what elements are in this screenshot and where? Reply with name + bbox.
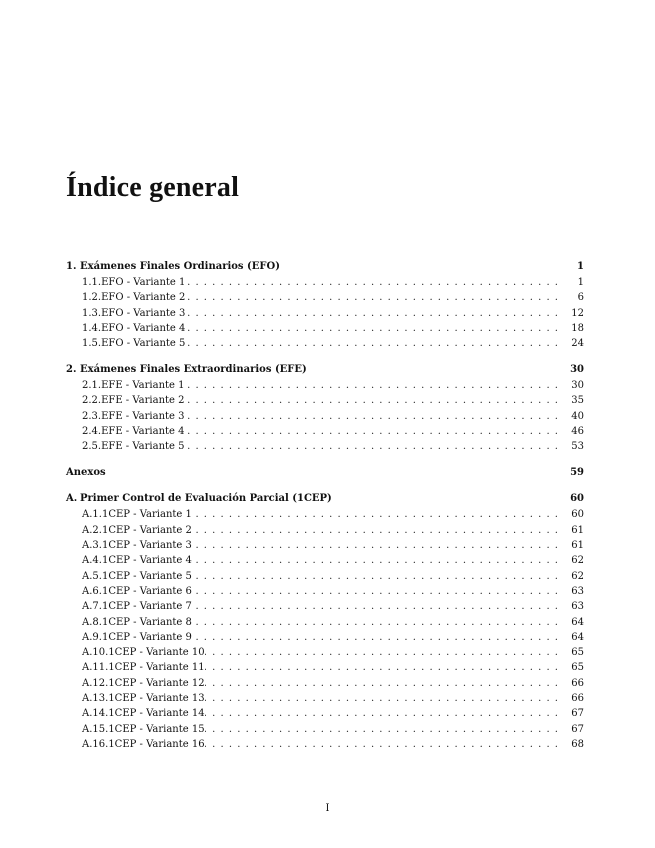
dot-leader xyxy=(185,336,562,351)
entry-page-number: 65 xyxy=(571,647,584,659)
dot-leader xyxy=(185,378,563,393)
dot-leader xyxy=(185,424,563,439)
toc-entry[interactable] xyxy=(66,321,584,336)
entry-page-number: 63 xyxy=(571,601,584,613)
entry-title: EFE - Variante 4 xyxy=(101,425,185,437)
toc-entry[interactable] xyxy=(66,439,584,454)
chapter-number: 2. xyxy=(66,363,77,375)
entry-page-number: 64 xyxy=(571,631,584,643)
entry-number: A.3. xyxy=(82,540,102,552)
entry-title: EFO - Variante 3 xyxy=(101,307,186,319)
dot-leader xyxy=(192,599,562,614)
entry-number: 2.4. xyxy=(82,425,102,437)
toc-entry[interactable] xyxy=(66,584,584,599)
entry-title: 1CEP - Variante 7 xyxy=(101,601,192,613)
entry-title: 1CEP - Variante 10 xyxy=(108,647,205,659)
entry-number: A.12. xyxy=(82,677,109,689)
entry-title: 1CEP - Variante 14 xyxy=(108,708,205,720)
toc-entry[interactable] xyxy=(66,569,584,584)
section-gap xyxy=(66,351,584,362)
toc-entry[interactable] xyxy=(66,393,584,408)
entry-title: EFO - Variante 4 xyxy=(101,322,186,334)
entry-number: A.15. xyxy=(82,723,109,735)
toc-entry[interactable] xyxy=(66,409,584,424)
toc-entry[interactable] xyxy=(66,336,584,351)
entry-number: 1.4. xyxy=(82,322,102,334)
entry-page-number: 67 xyxy=(571,708,584,720)
dot-leader xyxy=(205,645,562,660)
entry-title: EFE - Variante 3 xyxy=(101,410,185,422)
entry-number: A.8. xyxy=(82,616,102,628)
entry-number: A.7. xyxy=(82,601,102,613)
entry-number: 1.3. xyxy=(82,307,102,319)
entry-page-number: 60 xyxy=(571,509,584,521)
chapter-number: A. xyxy=(66,493,78,505)
entry-number: A.5. xyxy=(82,570,102,582)
entry-title: EFO - Variante 1 xyxy=(101,277,186,288)
entry-page-number: 53 xyxy=(571,441,584,453)
dot-leader xyxy=(185,409,563,424)
entry-title: EFO - Variante 2 xyxy=(101,292,186,304)
toc-entry[interactable] xyxy=(66,523,584,538)
toc-chapter-a[interactable] xyxy=(66,491,584,507)
chapter-title: Exámenes Finales Extraordinarios (EFE) xyxy=(80,363,307,375)
entry-page-number: 63 xyxy=(571,585,584,597)
toc-entry[interactable] xyxy=(66,306,584,321)
dot-leader xyxy=(192,553,562,568)
toc-entry[interactable] xyxy=(66,676,584,691)
entry-page-number: 61 xyxy=(571,540,584,552)
dot-leader xyxy=(205,722,562,737)
entry-title: 1CEP - Variante 13 xyxy=(108,693,205,705)
dot-leader xyxy=(192,523,562,538)
entry-number: 2.3. xyxy=(82,410,102,422)
entry-number: A.13. xyxy=(82,693,109,705)
entry-number: A.4. xyxy=(82,555,102,567)
entry-title: 1CEP - Variante 11 xyxy=(108,662,205,674)
entry-title: 1CEP - Variante 1 xyxy=(101,509,192,521)
chapter-page-number: 60 xyxy=(570,493,584,505)
entry-page-number: 66 xyxy=(571,693,584,705)
entry-number: A.11. xyxy=(82,662,109,674)
toc-entry[interactable] xyxy=(66,553,584,568)
entry-title: 1CEP - Variante 3 xyxy=(101,540,192,552)
dot-leader xyxy=(192,584,562,599)
dot-leader xyxy=(205,691,562,706)
dot-leader xyxy=(205,660,562,675)
dot-leader xyxy=(185,393,563,408)
section-gap xyxy=(66,481,584,492)
entry-title: 1CEP - Variante 5 xyxy=(101,570,192,582)
dot-leader xyxy=(185,275,562,290)
entry-page-number: 18 xyxy=(571,322,584,334)
toc-entry[interactable] xyxy=(66,538,584,553)
toc-chapter-1[interactable] xyxy=(66,259,584,275)
entry-page-number: 35 xyxy=(571,395,584,407)
entry-number: 2.2. xyxy=(82,395,102,407)
dot-leader xyxy=(185,321,562,336)
chapter-title: Anexos xyxy=(66,466,106,478)
entry-number: A.16. xyxy=(82,738,109,750)
chapter-page-number: 30 xyxy=(570,363,584,375)
toc-entry[interactable] xyxy=(66,645,584,660)
dot-leader xyxy=(192,630,562,645)
chapter-title: Primer Control de Evaluación Parcial (1CEP) xyxy=(80,493,332,505)
entry-page-number: 62 xyxy=(571,555,584,567)
dot-leader xyxy=(205,706,562,721)
entry-page-number: 66 xyxy=(571,677,584,689)
entry-title: 1CEP - Variante 12 xyxy=(108,677,205,689)
entry-page-number: 68 xyxy=(571,738,584,750)
entry-page-number: 12 xyxy=(571,307,584,319)
entry-page-number: 30 xyxy=(571,379,584,391)
toc-entry[interactable] xyxy=(66,722,584,737)
toc-entry[interactable] xyxy=(66,424,584,439)
toc-entry[interactable] xyxy=(66,706,584,721)
entry-number: A.6. xyxy=(82,585,102,597)
toc-entry[interactable] xyxy=(66,378,584,393)
page-title: Índice general xyxy=(66,172,240,203)
entry-number: A.9. xyxy=(82,631,102,643)
chapter-title: Exámenes Finales Ordinarios (EFO) xyxy=(80,261,280,272)
entry-number: 2.1. xyxy=(82,379,102,391)
entry-title: EFE - Variante 1 xyxy=(101,379,185,391)
entry-page-number: 61 xyxy=(571,524,584,536)
dot-leader xyxy=(185,439,563,454)
toc-entry[interactable] xyxy=(66,599,584,614)
toc-entry[interactable] xyxy=(66,630,584,645)
toc-chapter-2[interactable] xyxy=(66,362,584,378)
dot-leader xyxy=(192,569,562,584)
toc-entry[interactable] xyxy=(66,290,584,305)
entry-page-number: 40 xyxy=(571,410,584,422)
chapter-number: 1. xyxy=(66,261,77,272)
entry-number: 1.5. xyxy=(82,338,102,350)
entry-number: A.1. xyxy=(82,509,102,521)
chapter-page-number: 59 xyxy=(570,466,584,478)
section-gap xyxy=(66,454,584,465)
entry-page-number: 46 xyxy=(571,425,584,437)
toc-entry[interactable] xyxy=(66,615,584,630)
page-footer-number: I xyxy=(325,803,330,814)
toc-entry[interactable] xyxy=(66,737,584,752)
entry-page-number: 67 xyxy=(571,723,584,735)
entry-number: A.14. xyxy=(82,708,109,720)
entry-number: A.10. xyxy=(82,647,109,659)
entry-title: 1CEP - Variante 15 xyxy=(108,723,205,735)
entry-title: EFE - Variante 5 xyxy=(101,441,185,453)
entry-title: 1CEP - Variante 16 xyxy=(108,738,205,750)
dot-leader xyxy=(185,306,562,321)
toc-chapter-anexos[interactable] xyxy=(66,465,584,481)
dot-leader xyxy=(192,615,562,630)
entry-title: 1CEP - Variante 4 xyxy=(101,555,192,567)
toc-entry[interactable] xyxy=(66,660,584,675)
entry-number: A.2. xyxy=(82,524,102,536)
entry-page-number: 24 xyxy=(571,338,584,350)
toc-entry[interactable] xyxy=(66,507,584,522)
entry-title: 1CEP - Variante 8 xyxy=(101,616,192,628)
dot-leader xyxy=(192,507,562,522)
entry-title: EFO - Variante 5 xyxy=(101,338,186,350)
entry-title: 1CEP - Variante 6 xyxy=(101,585,192,597)
entry-number: 1.1. xyxy=(82,277,102,288)
entry-number: 1.2. xyxy=(82,292,102,304)
dot-leader xyxy=(185,290,562,305)
entry-page-number: 1 xyxy=(577,277,584,288)
table-of-contents xyxy=(66,259,584,752)
entry-title: 1CEP - Variante 2 xyxy=(101,524,192,536)
entry-title: EFE - Variante 2 xyxy=(101,395,185,407)
entry-page-number: 62 xyxy=(571,570,584,582)
toc-entry[interactable] xyxy=(66,275,584,290)
entry-number: 2.5. xyxy=(82,441,102,453)
dot-leader xyxy=(192,538,562,553)
dot-leader xyxy=(205,737,562,752)
entry-page-number: 6 xyxy=(577,292,584,304)
chapter-page-number: 1 xyxy=(577,261,584,272)
entry-title: 1CEP - Variante 9 xyxy=(101,631,192,643)
entry-page-number: 64 xyxy=(571,616,584,628)
entry-page-number: 65 xyxy=(571,662,584,674)
toc-entry[interactable] xyxy=(66,691,584,706)
dot-leader xyxy=(205,676,562,691)
